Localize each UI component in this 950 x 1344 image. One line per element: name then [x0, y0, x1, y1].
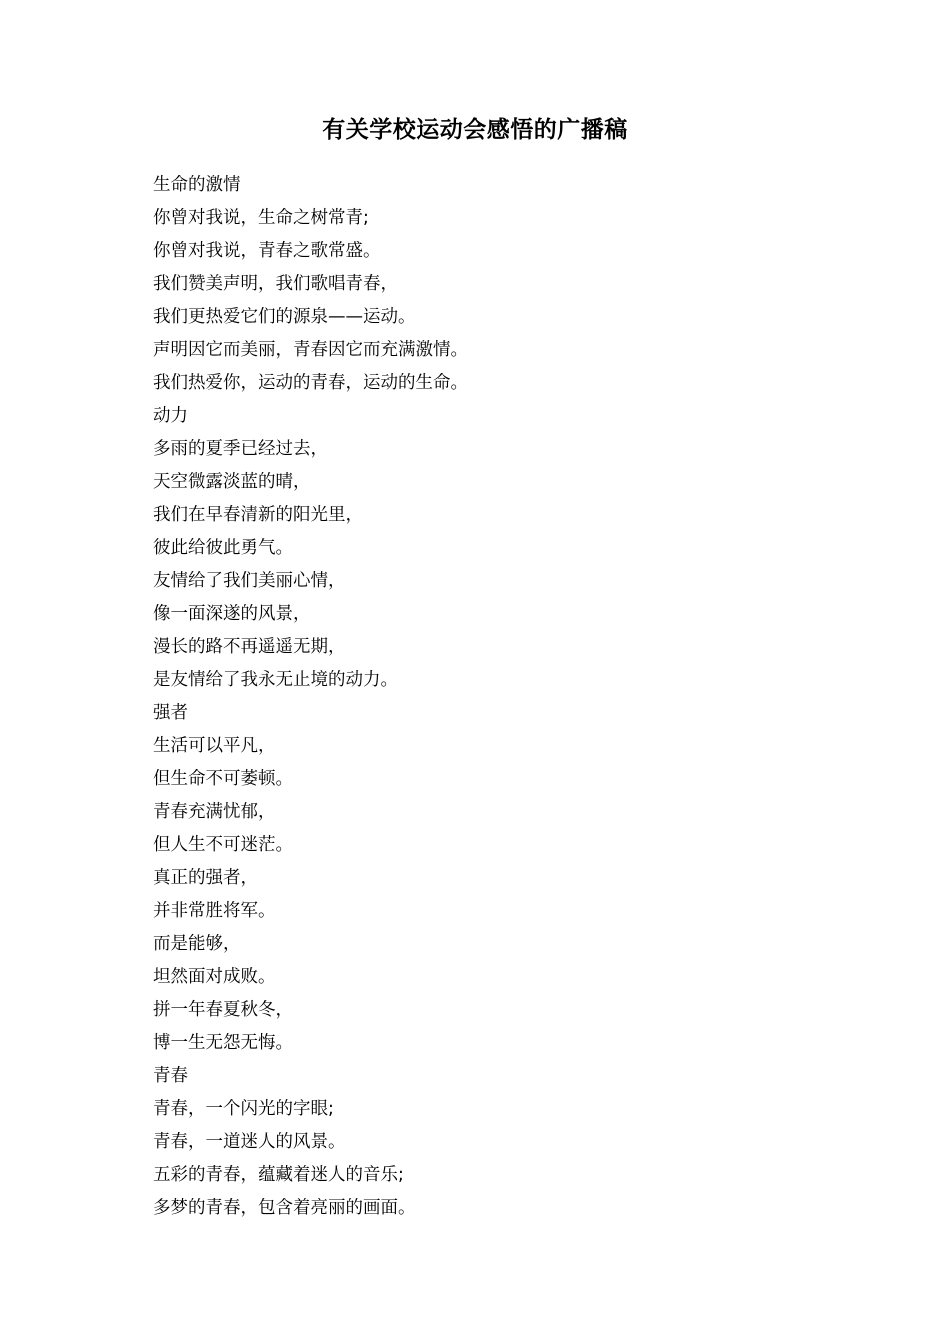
text-line: 多梦的青春，包含着亮丽的画面。 [153, 1198, 416, 1218]
text-line: 我们赞美声明，我们歌唱青春， [153, 274, 398, 294]
text-line: 我们热爱你，运动的青春，运动的生命。 [153, 373, 468, 393]
text-line: 强者 [153, 703, 188, 723]
text-line: 拼一年春夏秋冬， [153, 1000, 293, 1020]
text-line: 你曾对我说，生命之树常青; [153, 208, 369, 228]
text-line: 青春，一个闪光的字眼; [153, 1099, 334, 1119]
text-line: 漫长的路不再遥遥无期， [153, 637, 346, 657]
text-line: 坦然面对成败。 [153, 967, 276, 987]
text-line: 动力 [153, 406, 188, 426]
text-line: 我们在早春清新的阳光里， [153, 505, 363, 525]
text-line: 博一生无怨无悔。 [153, 1033, 293, 1053]
text-line: 青春，一道迷人的风景。 [153, 1132, 346, 1152]
text-line: 青春充满忧郁， [153, 802, 276, 822]
text-line: 友情给了我们美丽心情， [153, 571, 346, 591]
text-line: 声明因它而美丽，青春因它而充满激情。 [153, 340, 468, 360]
text-line: 但人生不可迷茫。 [153, 835, 293, 855]
text-line: 青春 [153, 1066, 188, 1086]
text-line: 生活可以平凡， [153, 736, 276, 756]
document-body [153, 169, 853, 1225]
text-line: 像一面深遂的风景， [153, 604, 311, 624]
text-line: 你曾对我说，青春之歌常盛。 [153, 241, 381, 261]
document-title: 有关学校运动会感悟的广播稿 [322, 117, 628, 143]
text-line: 是友情给了我永无止境的动力。 [153, 670, 398, 690]
text-line: 天空微露淡蓝的晴， [153, 472, 311, 492]
text-line: 真正的强者， [153, 868, 258, 888]
text-line: 多雨的夏季已经过去， [153, 439, 328, 459]
text-line: 生命的激情 [153, 175, 241, 195]
text-line: 并非常胜将军。 [153, 901, 276, 921]
text-line: 而是能够， [153, 934, 241, 954]
text-line: 彼此给彼此勇气。 [153, 538, 293, 558]
text-line: 但生命不可萎顿。 [153, 769, 293, 789]
text-line: 五彩的青春，蕴藏着迷人的音乐; [153, 1165, 404, 1185]
text-line: 我们更热爱它们的源泉——运动。 [153, 307, 416, 327]
